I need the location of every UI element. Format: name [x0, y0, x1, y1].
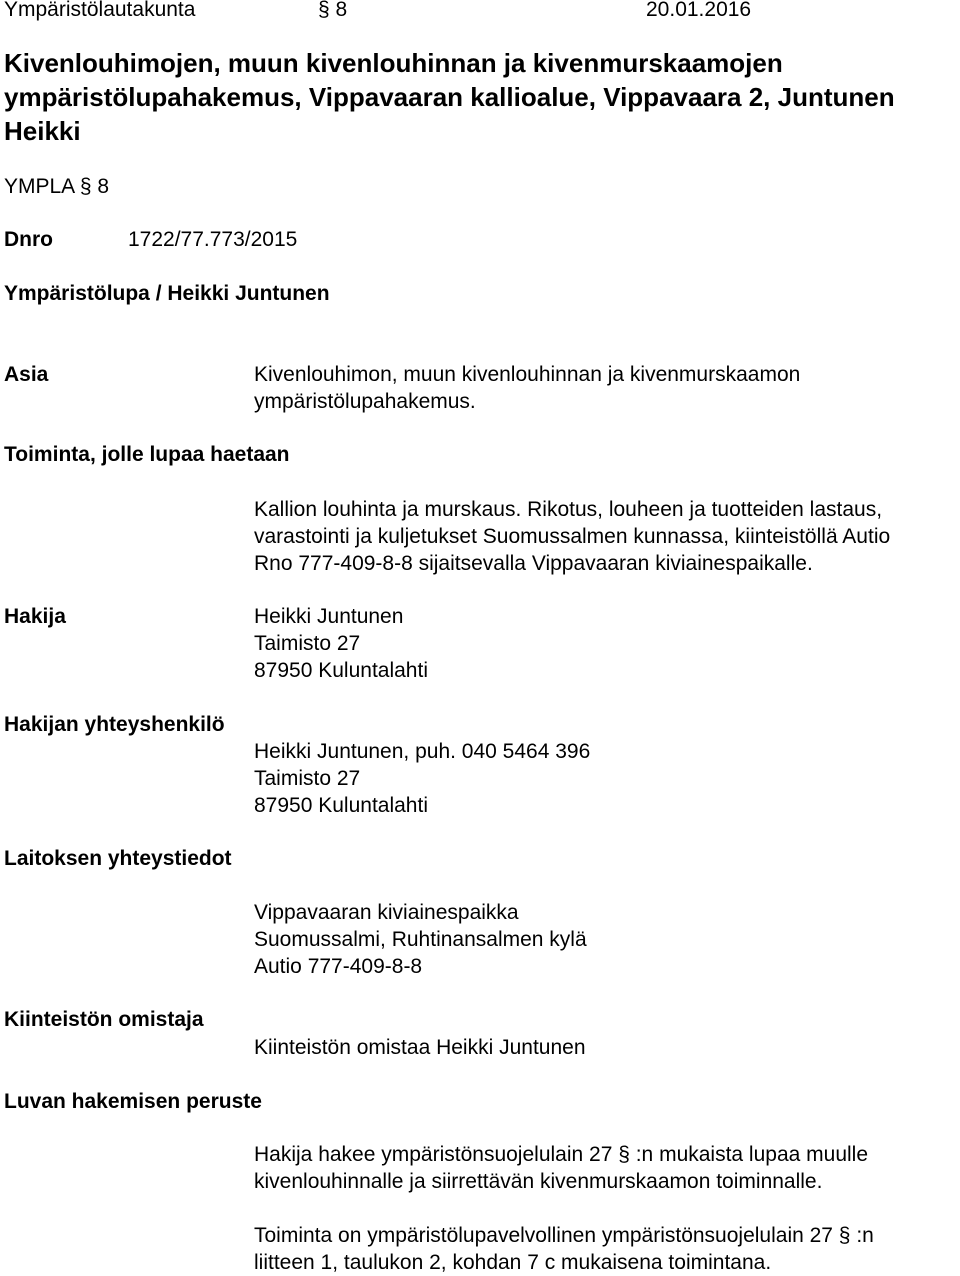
dnro-value: 1722/77.773/2015: [128, 228, 298, 251]
laitos-line-2: Suomussalmi, Ruhtinansalmen kylä: [254, 928, 587, 951]
hakija-line-2: Taimisto 27: [254, 632, 361, 655]
yhteyshenkilo-line-2: Taimisto 27: [254, 767, 361, 790]
laitos-line-3: Autio 777-409-8-8: [254, 955, 423, 978]
yhteyshenkilo-line-3: 87950 Kuluntalahti: [254, 794, 428, 817]
laitos-line-1: Vippavaaran kiviainespaikka: [254, 901, 519, 924]
peruste-para1-line-2: kivenlouhinnalle ja siirrettävän kivenmurskaamon toiminnalle.: [254, 1170, 823, 1193]
yhteyshenkilo-label: Hakijan yhteyshenkilö: [4, 713, 225, 736]
peruste-label: Luvan hakemisen peruste: [4, 1090, 262, 1113]
yhteyshenkilo-line-1: Heikki Juntunen, puh. 040 5464 396: [254, 740, 591, 763]
committee-name: Ympäristölautakunta: [4, 0, 196, 21]
toiminta-line-2: varastointi ja kuljetukset Suomussalmen kunnassa, kiinteistöllä Autio: [254, 525, 891, 548]
section-subtitle: Ympäristölupa / Heikki Juntunen: [4, 282, 330, 305]
omistaja-label: Kiinteistön omistaja: [4, 1008, 204, 1031]
asia-label: Asia: [4, 363, 49, 386]
toiminta-line-1: Kallion louhinta ja murskaus. Rikotus, louheen ja tuotteiden lastaus,: [254, 498, 883, 521]
laitos-label: Laitoksen yhteystiedot: [4, 847, 232, 870]
ympla-reference: YMPLA § 8: [4, 175, 110, 198]
section-number: § 8: [318, 0, 348, 21]
page-title-line-2: ympäristölupahakemus, Vippavaaran kallioalue, Vippavaara 2, Juntunen: [4, 82, 895, 112]
hakija-line-3: 87950 Kuluntalahti: [254, 659, 428, 682]
hakija-label: Hakija: [4, 605, 66, 628]
page-title-line-1: Kivenlouhimojen, muun kivenlouhinnan ja kivenmurskaamojen: [4, 48, 783, 78]
meeting-date: 20.01.2016: [646, 0, 752, 21]
peruste-para2-line-2: liitteen 1, taulukon 2, kohdan 7 c mukaisena toimintana.: [254, 1251, 772, 1274]
peruste-para1-line-1: Hakija hakee ympäristönsuojelulain 27 § :n mukaista lupaa muulle: [254, 1143, 869, 1166]
toiminta-line-3: Rno 777-409-8-8 sijaitsevalla Vippavaaran kiviainespaikalle.: [254, 552, 813, 575]
toiminta-label: Toiminta, jolle lupaa haetaan: [4, 443, 290, 466]
page-title-line-3: Heikki: [4, 116, 81, 146]
dnro-label: Dnro: [4, 228, 53, 251]
asia-line-2: ympäristölupahakemus.: [254, 390, 476, 413]
omistaja-value: Kiinteistön omistaa Heikki Juntunen: [254, 1036, 586, 1059]
hakija-line-1: Heikki Juntunen: [254, 605, 404, 628]
peruste-para2-line-1: Toiminta on ympäristölupavelvollinen ympäristönsuojelulain 27 § :n: [254, 1224, 874, 1247]
asia-line-1: Kivenlouhimon, muun kivenlouhinnan ja kivenmurskaamon: [254, 363, 801, 386]
